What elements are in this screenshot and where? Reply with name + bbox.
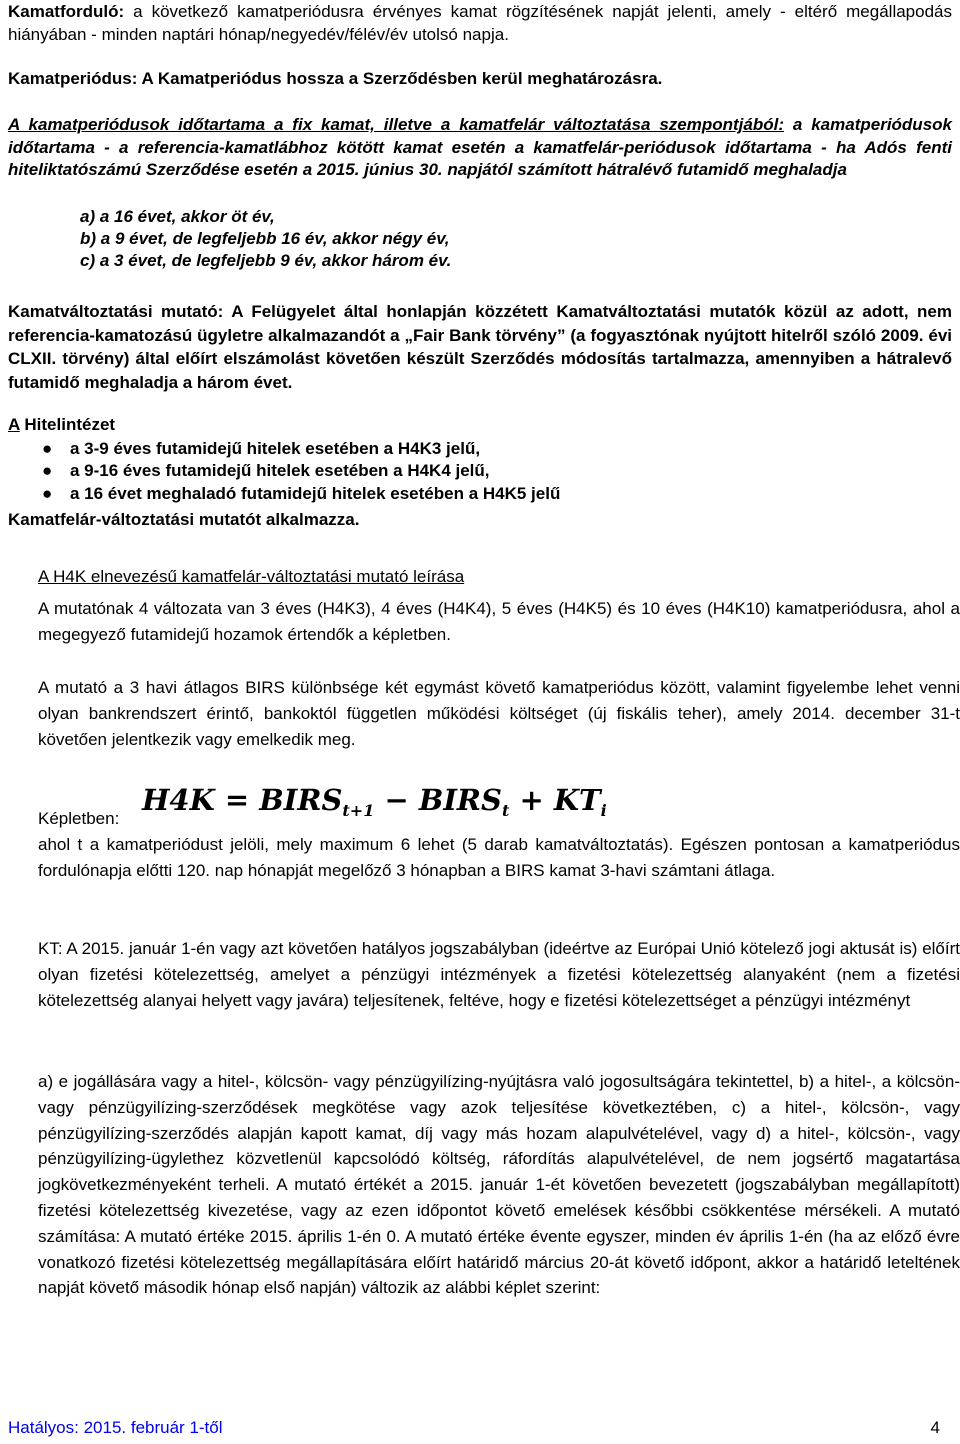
- hitelintezet-article: A: [8, 415, 20, 434]
- bullet-icon: ●: [42, 483, 53, 503]
- formula-plus-kt: + KT: [509, 783, 601, 817]
- kamatperiodus-paragraph: Kamatperiódus: A Kamatperiódus hossza a Szerződésben kerül meghatározásra.: [8, 69, 663, 88]
- indicator-item: [8, 460, 560, 482]
- formula-explanation-paragraph: ahol t a kamatperiódust jelöli, mely maximum 6 lehet (5 darab kamatváltoztatás). Egészen pontosan a kamatperiódus fordulónapja előtti 120. nap hónapját megelőző 3 hónapban a BIRS kamat 3-havi számtani átlaga.: [38, 835, 960, 880]
- kt-definition-paragraph: KT: A 2015. január 1-én vagy azt követően hatályos jogszabályban (ideértve az Európai Unió kötelező jogi aktusát is) előírt olyan fizetési kötelezettség, amelyet a pénzügyi intézmények a fizetési kötelezettség alanyaként (nem a fizetési kötelezettség alanyai helyett vagy javára) teljesítenek, feltéve, hogy e fizetési kötelezettséget a pénzügyi intézményt: [38, 939, 960, 1010]
- kamatperiodus-idotartam-heading: A kamatperiódusok időtartama a fix kamat, illetve a kamatfelár változtatása szempontjából:: [8, 115, 784, 134]
- duration-item: c) a 3 évet, de legfeljebb 9 év, akkor három év.: [80, 251, 452, 271]
- footer-effective-date: Hatályos: 2015. február 1-től: [8, 1418, 223, 1437]
- h4k-birs-paragraph: A mutató a 3 havi átlagos BIRS különbsége két egymást követő kamatperiódus között, valamint figyelembe lehet venni olyan bankrendszert érintő, bankoktól független működési költséget (új fiskális teher), amely 2014. december 31-t követően jelentkezik vagy emelkedik meg.: [38, 678, 960, 749]
- indicator-text: a 3-9 éves futamidejű hitelek esetében a H4K3 jelű,: [70, 439, 481, 458]
- hitelintezet-word: Hitelintézet: [19, 415, 116, 434]
- formula-subscript-i: i: [600, 801, 607, 820]
- indicator-text: a 9-16 éves futamidejű hitelek esetében a H4K4 jelű,: [70, 461, 490, 481]
- h4k-section-heading: [38, 564, 960, 590]
- indicator-text: a 16 évet meghaladó futamidejű hitelek esetében a H4K5 jelű: [70, 483, 561, 503]
- formula-minus-birs: − BIRS: [374, 783, 502, 817]
- bullet-icon: ●: [42, 439, 53, 458]
- kt-conditions-paragraph: a) e jogállására vagy a hitel-, kölcsön- vagy pénzügyilízing-nyújtásra való jogosultságára tekintettel, b) a hitel-, a kölcsön- vagy pénzügyilízing-szerződések megkötése vagy azok teljesítése következtében, c) a hitel-, kölcsön-, vagy pénzügyilízing-szerződés alapján kapott kamat, díj vagy más hozam alapulvételével, vagy d) a hitel-, kölcsön-, vagy pénzügyilízing-ügylethez közvetlenül kapcsolódó költség, ráfordítás alapulvételével, de nem jogsértő magatartása jogkövetkezményeként terheli. A mutató értékét a 2015. január 1-ét követően bevezetett (jogszabályban megállapított) fizetési kötelezettség kivezetése, vagy az ezen időpontot követő emelések későbbi csökkentése mérsékeli. A mutató számítása: A mutató értéke 2015. április 1-én 0. A mutató értéke évente egyszer, minden év április 1-én (ha az előző évre vonatkozó fizetési kötelezettség megállapítására előírt határidő március 20-át követő időpont, akkor a határidő leteltének napját követő második hónap első napján) változik az alábbi képlet szerint:: [38, 1072, 960, 1298]
- kamatvaltoztatasi-mutato-paragraph: Kamatváltoztatási mutató: A Felügyelet által honlapján közzétett Kamatváltoztatási mutatók közül az adott, nem referencia-kamatozású ügyletre alkalmazandót a „Fair Bank törvény” (a fogyasztónak nyújtott hitelről szóló 2009. évi CLXII. törvény) által előírt elszámolást követően készült Szerződés módosítás tartalmazza, amennyiben a hátralevő futamidő meghaladja a három évet.: [8, 302, 952, 392]
- kamatfordulo-definition: a következő kamatperiódusra érvényes kamat rögzítésének napját jelenti, amely - eltérő megállapodás hiányában - minden naptári hónap/negyedév/félév/év utolsó napja.: [8, 2, 952, 44]
- hitelintezet-heading: [8, 414, 952, 437]
- duration-item: b) a 9 évet, de legfeljebb 16 év, akkor négy év,: [80, 229, 450, 249]
- duration-list: [80, 206, 451, 273]
- indicator-list: [8, 438, 560, 505]
- indicator-item: [8, 483, 560, 505]
- formula-subscript-t: t: [501, 801, 510, 820]
- h4k-heading-text: A H4K elnevezésű kamatfelár-változtatási mutató leírása: [38, 567, 465, 586]
- formula-label: Képletben:: [38, 809, 120, 828]
- kamatperiodus-idotartam-text: a kamatperiódusok időtartama - a referencia-kamatlábhoz kötött kamat esetén a kamatfelár-periódusok időtartama - ha Adós fenti hiteliktatószámú Szerződése esetén a 2015. június 30. napjától számított hátralévő futamidő meghaladja: [8, 115, 952, 180]
- formula-lhs: H4K = BIRS: [142, 783, 343, 817]
- formula-subscript-t-plus-1: t+1: [342, 801, 375, 820]
- h4k-formula: [142, 782, 607, 829]
- page-number: 4: [930, 1418, 940, 1437]
- h4k-variants-paragraph: A mutatónak 4 változata van 3 éves (H4K3), 4 éves (H4K4), 5 éves (H4K5) és 10 éves (H4K10) kamatperiódusra, ahol a megegyező futamidejű hozamok értendők a képletben.: [38, 599, 960, 644]
- page-footer: [8, 1418, 952, 1438]
- indicator-item: [8, 438, 560, 460]
- kamatfordulo-term: Kamatforduló:: [8, 2, 125, 21]
- kamatfordulo-paragraph: [8, 1, 952, 46]
- mutato-alkalmazza-line: Kamatfelár-változtatási mutatót alkalmazza.: [8, 510, 360, 529]
- duration-item: a) a 16 évet, akkor öt év,: [80, 207, 275, 226]
- bullet-icon: ●: [42, 461, 53, 481]
- kamatperiodus-idotartam-paragraph: [8, 114, 952, 182]
